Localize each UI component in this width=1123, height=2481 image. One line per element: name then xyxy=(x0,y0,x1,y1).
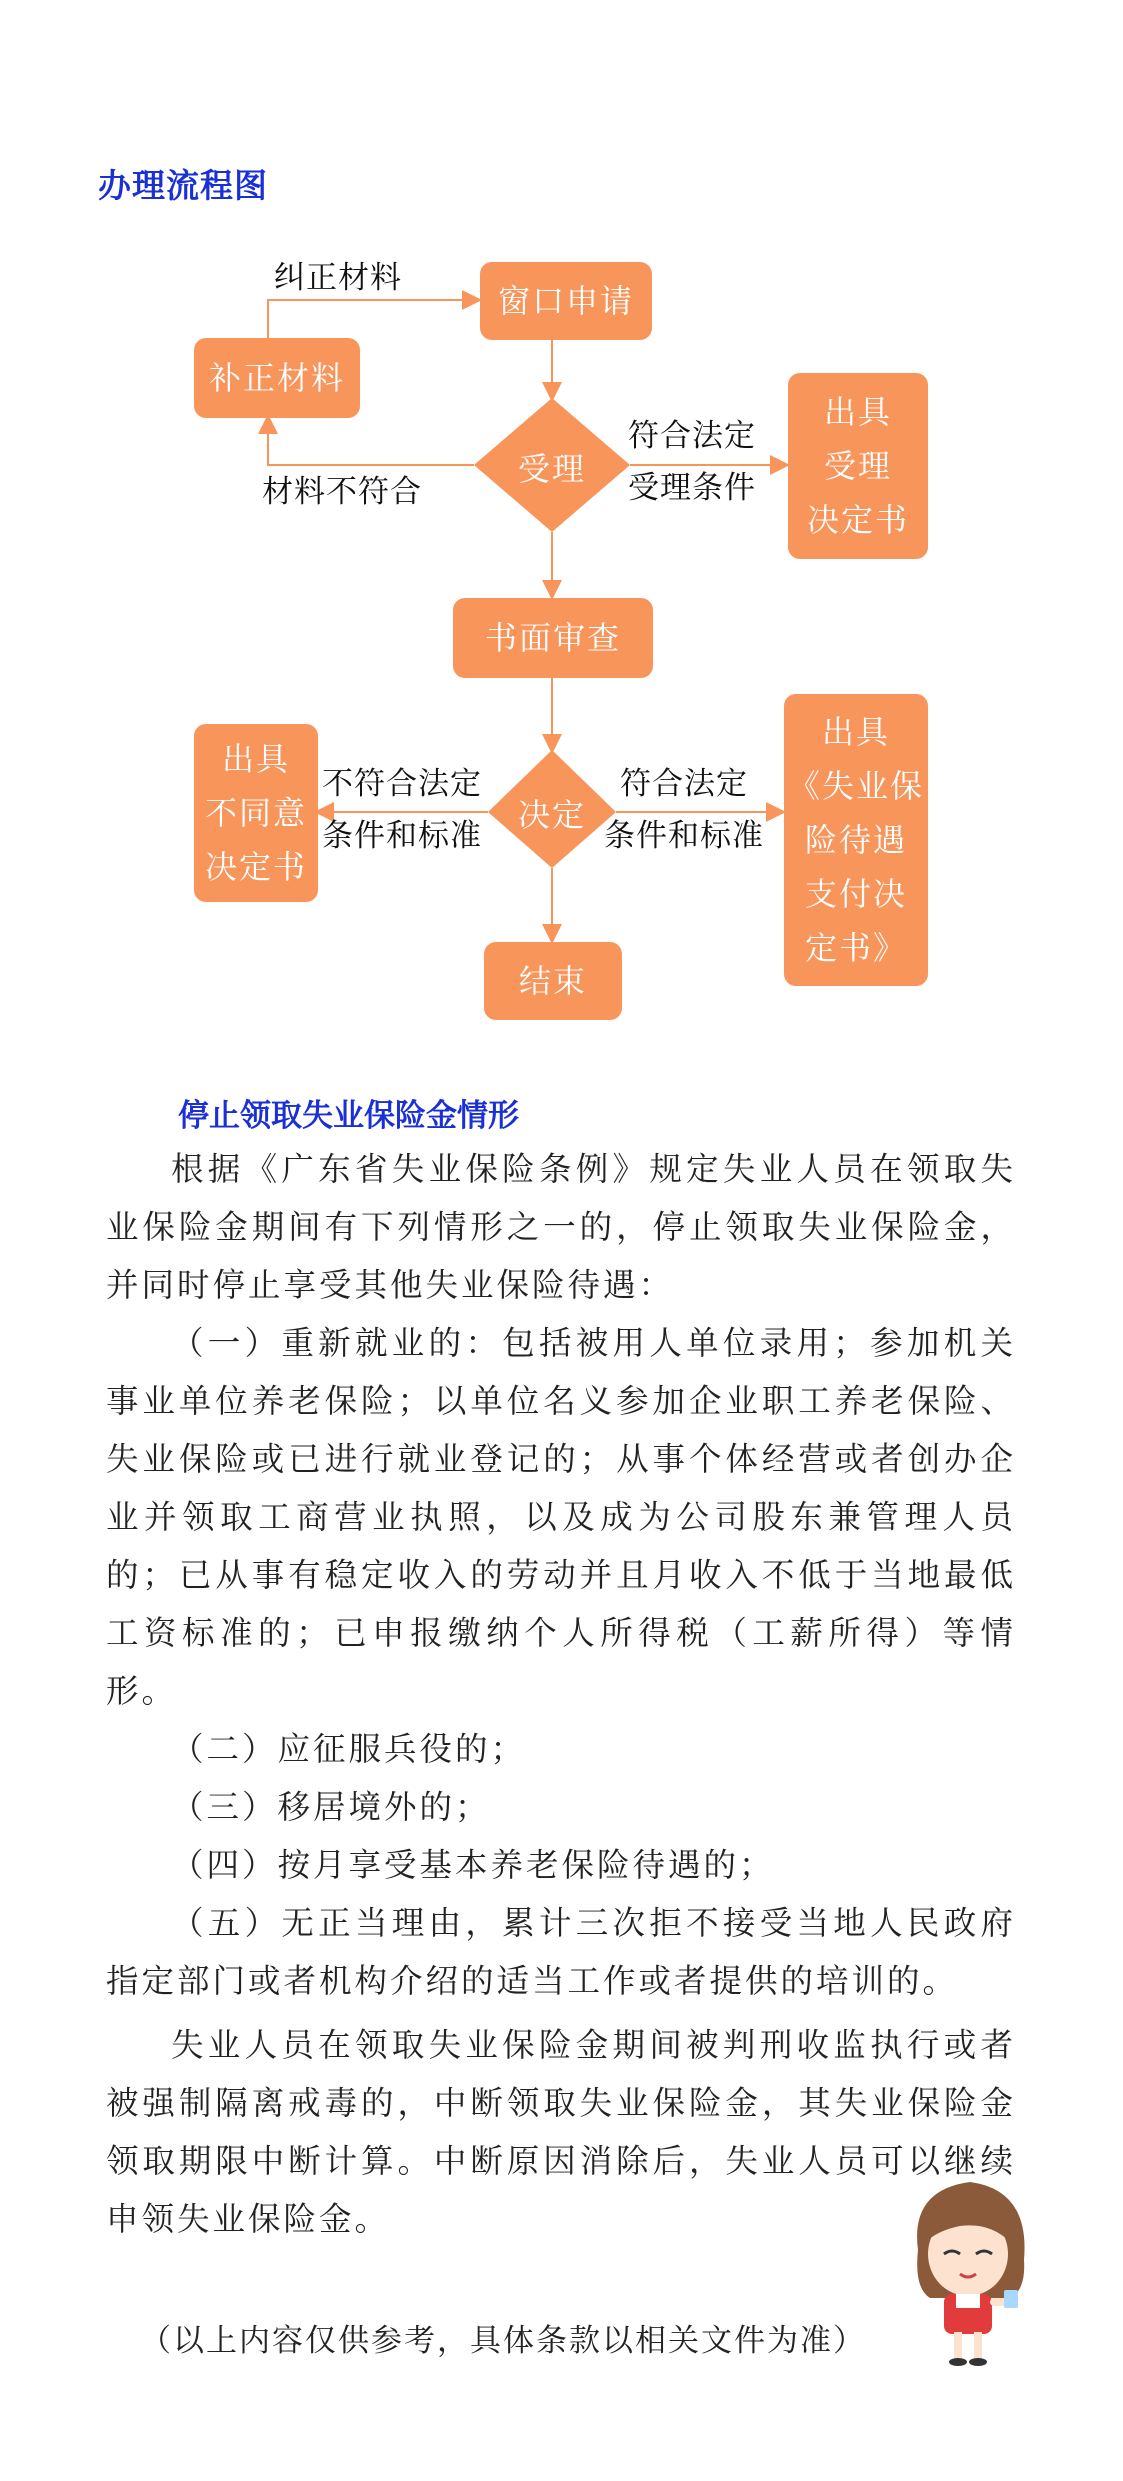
closing-paragraph: 失业人员在领取失业保险金期间被判刑收监执行或者被强制隔离戒毒的，中断领取失业保险金，其失业保险金领取期限中断计算。中断原因消除后，失业人员可以继续申领失业保险金。 xyxy=(106,2026,1016,2238)
label-not-meet-2: 条件和标准 xyxy=(322,818,482,854)
flowchart-title: 办理流程图 xyxy=(98,166,268,205)
node-decide-label: 决定 xyxy=(517,796,586,834)
node-reject-doc: 出具 不同意 决定书 xyxy=(194,724,318,902)
section-body xyxy=(106,1140,1016,2248)
arrow-supplement-to-apply xyxy=(268,300,478,338)
label-meet-std-1: 符合法定 xyxy=(620,766,748,802)
label-meets-legal-2: 受理条件 xyxy=(628,470,756,506)
node-window-apply: 窗口申请 xyxy=(480,262,652,340)
item-3: （三）移居境外的； xyxy=(171,1788,491,1826)
node-review: 书面审查 xyxy=(453,598,653,678)
footer-note: （以上内容仅供参考，具体条款以相关文件为准） xyxy=(140,2323,866,2359)
arrow-accept-to-supplement xyxy=(268,418,474,465)
label-meet-std-2: 条件和标准 xyxy=(604,818,764,854)
node-accept-doc: 出具 受理 决定书 xyxy=(788,373,928,559)
node-end: 结束 xyxy=(484,942,622,1020)
item-5: （五）无正当理由，累计三次拒不接受当地人民政府指定部门或者机构介绍的适当工作或者提供的培训的。 xyxy=(106,1904,1016,2000)
item-2: （二）应征服兵役的； xyxy=(171,1730,527,1768)
node-pay-doc: 出具 《失业保 险待遇 支付决 定书》 xyxy=(784,694,928,986)
item-1: （一）重新就业的：包括被用人单位录用；参加机关事业单位养老保险；以单位名义参加企业职工养老保险、失业保险或已进行就业登记的；从事个体经营或者创办企业并领取工商营业执照，以及成为公司股东兼管理人员的；已从事有稳定收入的劳动并且月收入不低于当地最低工资标准的；已申报缴纳个人所得税（工薪所得）等情形。 xyxy=(106,1324,1016,1710)
mascot-illustration xyxy=(900,2170,1040,2370)
label-correct-materials: 纠正材料 xyxy=(274,260,402,296)
intro-paragraph: 根据《广东省失业保险条例》规定失业人员在领取失业保险金期间有下列情形之一的，停止领取失业保险金，并同时停止享受其他失业保险待遇： xyxy=(106,1150,1016,1304)
label-not-meet-1: 不符合法定 xyxy=(322,766,482,802)
label-meets-legal-1: 符合法定 xyxy=(628,418,756,454)
item-4: （四）按月享受基本养老保险待遇的； xyxy=(171,1846,775,1884)
label-materials-not-met: 材料不符合 xyxy=(262,474,422,510)
section-title: 停止领取失业保险金情形 xyxy=(178,1098,519,1134)
node-accept-label: 受理 xyxy=(517,450,586,488)
flowchart-connectors xyxy=(0,0,1123,1060)
node-supplement: 补正材料 xyxy=(194,338,360,418)
